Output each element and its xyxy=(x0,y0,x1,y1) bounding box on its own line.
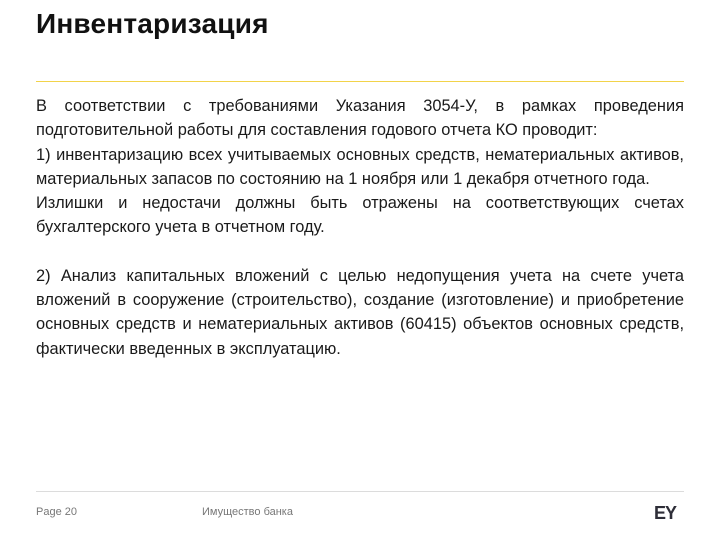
surplus-paragraph: Излишки и недостачи должны быть отражены на соответствующих счетах бухгалтерского учета в отчетном году. xyxy=(36,194,684,237)
item-2-paragraph: 2) Анализ капитальных вложений с целью недопущения учета на счете учета вложений в сооружение (строительство), создание (изготовление) и приобретение основных средств и нематериальных активов (60415) объектов основных средств, фактически введенных в эксплуатацию. xyxy=(36,266,684,358)
section-name: Имущество банка xyxy=(202,506,293,518)
ey-logo xyxy=(654,503,686,521)
page-number: Page 20 xyxy=(36,506,77,518)
item-1-paragraph: 1) инвентаризацию всех учитываемых основных средств, нематериальных активов, материальных запасов по состоянию на 1 ноября или 1 декабря отчетного года. xyxy=(36,145,684,188)
intro-paragraph: В соответствии с требованиями Указания 3054-У, в рамках проведения подготовительной работы для составления годового отчета КО проводит: xyxy=(36,97,684,140)
slide-title: Инвентаризация xyxy=(36,8,269,39)
ey-logo-text: EY xyxy=(654,503,677,521)
footer-divider xyxy=(36,491,684,492)
title-divider xyxy=(36,81,684,82)
slide-body xyxy=(36,94,684,361)
